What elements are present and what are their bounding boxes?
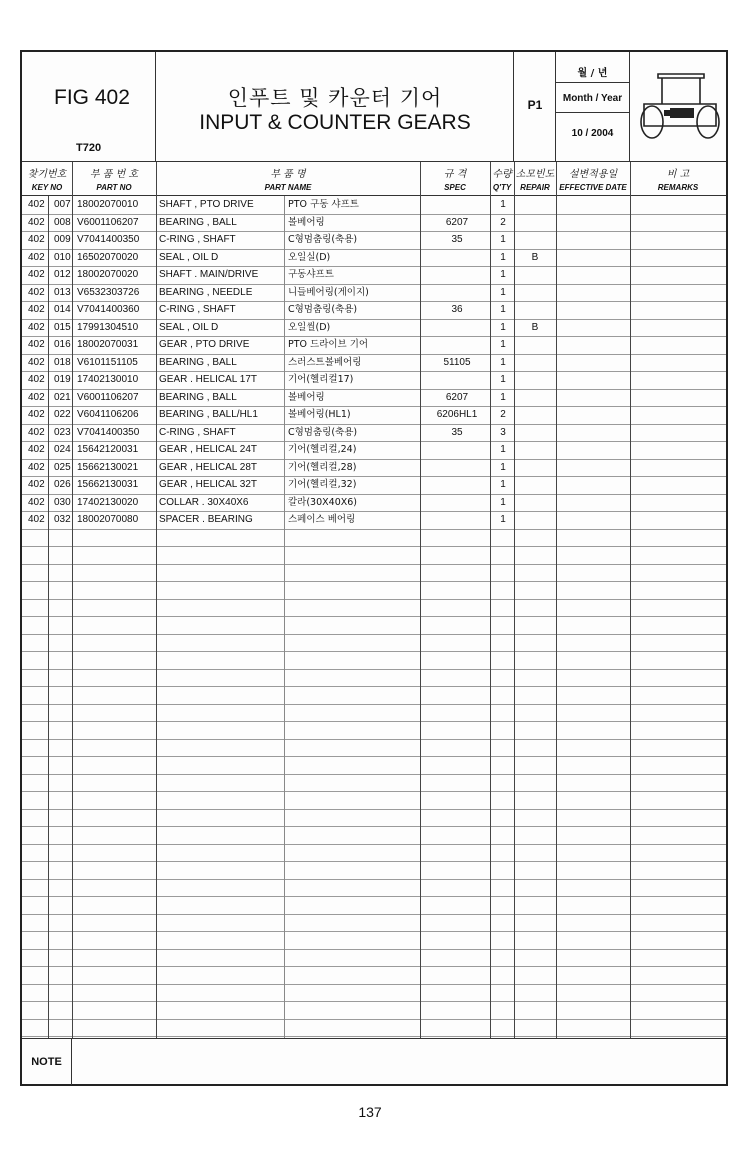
part-name-korean: 볼베어링 [288, 391, 325, 403]
table-row [22, 406, 726, 424]
key-group: 402 [28, 286, 45, 298]
table-row [22, 249, 726, 267]
part-number: V6001106207 [77, 216, 139, 228]
repair-frequency: B [531, 251, 539, 263]
heading-part-no-korean: 부 품 번 호 [89, 169, 139, 180]
page-code: P1 [527, 98, 543, 112]
part-name-korean: C형멈춤링(축용) [288, 426, 358, 438]
row-line [22, 949, 726, 950]
key-group: 402 [28, 426, 45, 438]
part-name-korean: 볼베어링 [288, 216, 325, 228]
part-name: C-RING , SHAFT [159, 234, 236, 245]
quantity: 3 [500, 426, 506, 438]
part-number: 15642120031 [77, 444, 139, 455]
heading-qty-english: Q'TY [492, 183, 512, 192]
key-number: 012 [54, 269, 71, 280]
key-number: 013 [54, 286, 71, 298]
spec-value: 35 [451, 426, 463, 438]
spec-value: 35 [451, 234, 463, 245]
heading-repair-korean: 소모빈도 [515, 169, 555, 180]
row-line [22, 1036, 726, 1037]
table-row [22, 476, 726, 494]
quantity: 1 [500, 304, 506, 315]
part-name-korean: C형멈춤링(축용) [288, 234, 358, 245]
page-number: 137 [358, 1104, 382, 1120]
table-row [22, 459, 726, 477]
table-row [22, 424, 726, 442]
row-line [22, 616, 726, 617]
part-name-korean: 오일실(D) [288, 251, 331, 263]
date-value: 10 / 2004 [571, 128, 614, 139]
part-name: BEARING , BALL [159, 356, 237, 368]
part-number: 17402130010 [77, 374, 139, 385]
key-number: 018 [54, 356, 71, 368]
heading-part-name [156, 162, 420, 196]
heading-key-no-korean: 찾기번호 [27, 169, 67, 180]
column-headings [22, 162, 726, 196]
title-cell [156, 52, 514, 162]
heading-qty [490, 162, 514, 196]
heading-effective-date-korean: 설변적용일 [568, 169, 618, 180]
quantity: 2 [500, 216, 506, 228]
part-name-korean: 기어(헬리컬,28) [288, 461, 357, 473]
key-group: 402 [28, 356, 45, 368]
heading-spec-english: SPEC [444, 183, 466, 192]
row-line [22, 581, 726, 582]
part-name-korean: 스페이스 베어링 [288, 514, 356, 525]
heading-spec [420, 162, 490, 196]
table-row [22, 494, 726, 512]
key-number: 008 [54, 216, 71, 228]
row-line [22, 826, 726, 827]
heading-effective-date-english: EFFECTIVE DATE [559, 183, 627, 192]
heading-repair [514, 162, 556, 196]
part-name: SEAL , OIL D [159, 321, 219, 333]
part-name: SEAL , OIL D [159, 251, 219, 263]
table-row [22, 354, 726, 372]
quantity: 1 [500, 461, 506, 473]
row-line [22, 931, 726, 932]
date-divider [556, 82, 629, 83]
part-name: GEAR , HELICAL 32T [159, 479, 257, 490]
part-name: SHAFT . MAIN/DRIVE [159, 269, 259, 280]
key-number: 015 [54, 321, 71, 333]
key-number: 007 [54, 199, 71, 210]
quantity: 1 [500, 251, 506, 263]
key-group: 402 [28, 199, 45, 210]
key-number: 024 [54, 444, 71, 455]
part-number: V7041400350 [77, 234, 140, 245]
key-number: 014 [54, 304, 71, 315]
row-line [22, 791, 726, 792]
row-line [22, 966, 726, 967]
part-name-korean: 칼라(30X40X6) [288, 496, 358, 508]
part-number: 18002070010 [77, 199, 139, 210]
heading-part-no-english: PART NO [96, 183, 132, 192]
tractor-illustration [630, 52, 726, 162]
part-name-korean: 니들베어링(게이지) [288, 286, 369, 298]
quantity: 1 [500, 269, 506, 280]
row-line [22, 564, 726, 565]
row-line [22, 686, 726, 687]
spec-value: 51105 [443, 356, 471, 368]
part-name-korean: 기어(헬리컬,32) [288, 479, 357, 490]
quantity: 1 [500, 339, 506, 350]
heading-key-no [22, 162, 72, 196]
table-row [22, 441, 726, 459]
quantity: 1 [500, 374, 506, 385]
heading-spec-korean: 규 격 [443, 169, 467, 180]
part-name-korean: PTO 구동 샤프트 [288, 199, 359, 210]
part-name: BEARING , NEEDLE [159, 286, 253, 298]
key-group: 402 [28, 339, 45, 350]
part-number: V6001106207 [77, 391, 139, 403]
quantity: 1 [500, 321, 506, 333]
quantity: 1 [500, 479, 506, 490]
spec-value: 36 [451, 304, 463, 315]
key-group: 402 [28, 269, 45, 280]
heading-key-no-english: KEY NO [31, 183, 63, 192]
part-name: BEARING , BALL/HL1 [159, 409, 258, 420]
key-group: 402 [28, 216, 45, 228]
tractor-icon [638, 68, 720, 144]
row-line [22, 1001, 726, 1002]
page-cell [514, 52, 556, 162]
key-group: 402 [28, 321, 45, 333]
note-section [22, 1038, 726, 1084]
part-name: GEAR . HELICAL 17T [159, 374, 257, 385]
part-number: 15662130031 [77, 479, 139, 490]
table-row [22, 336, 726, 354]
row-line [22, 651, 726, 652]
row-line [22, 984, 726, 985]
key-group: 402 [28, 479, 45, 490]
date-divider [556, 112, 629, 113]
part-number: 15662130021 [77, 461, 139, 473]
date-label: Month / Year [562, 93, 623, 104]
key-number: 009 [54, 234, 71, 245]
key-number: 019 [54, 374, 71, 385]
table-row [22, 389, 726, 407]
quantity: 1 [500, 286, 506, 298]
title-english: INPUT & COUNTER GEARS [199, 111, 471, 134]
part-number: 17402130020 [77, 496, 139, 508]
row-line [22, 704, 726, 705]
row-line [22, 896, 726, 897]
key-number: 023 [54, 426, 71, 438]
part-number: V6532303726 [77, 286, 140, 298]
heading-part-no [72, 162, 156, 196]
table-row [22, 196, 726, 214]
date-label-korean: 월 / 년 [577, 68, 608, 79]
row-line [22, 756, 726, 757]
quantity: 1 [500, 514, 506, 525]
key-group: 402 [28, 514, 45, 525]
part-name-korean: 구동샤프트 [288, 269, 334, 280]
key-number: 032 [54, 514, 71, 525]
quantity: 1 [500, 496, 506, 508]
spec-value: 6207 [445, 216, 469, 228]
part-number: V6101151105 [77, 356, 138, 368]
part-name-korean: 오일씰(D) [288, 321, 331, 333]
row-line [22, 739, 726, 740]
quantity: 2 [500, 409, 506, 420]
row-line [22, 669, 726, 670]
heading-remarks-english: REMARKS [657, 183, 699, 192]
row-line [22, 529, 726, 530]
figure-number: FIG 402 [54, 86, 130, 109]
quantity: 1 [500, 391, 506, 403]
row-line [22, 914, 726, 915]
key-group: 402 [28, 461, 45, 473]
figure-cell [22, 52, 156, 162]
part-name: BEARING , BALL [159, 391, 237, 403]
part-name-korean: C형멈춤링(축용) [288, 304, 358, 315]
part-name: C-RING , SHAFT [159, 304, 236, 315]
table-row [22, 231, 726, 249]
row-line [22, 1019, 726, 1020]
key-number: 026 [54, 479, 71, 490]
part-number: V7041400350 [77, 426, 140, 438]
quantity: 1 [500, 444, 506, 455]
note-label: NOTE [22, 1039, 72, 1085]
heading-part-name-korean: 부 품 명 [270, 169, 306, 180]
table-row [22, 284, 726, 302]
part-name-korean: 스러스트볼베어링 [288, 356, 362, 368]
key-number: 010 [54, 251, 71, 263]
heading-qty-korean: 수량 [492, 169, 512, 180]
heading-effective-date [556, 162, 630, 196]
part-name-korean: 볼베어링(HL1) [288, 409, 351, 420]
key-group: 402 [28, 409, 45, 420]
part-name: SHAFT , PTO DRIVE [159, 199, 254, 210]
part-name: GEAR , PTO DRIVE [159, 339, 250, 350]
quantity: 1 [500, 199, 506, 210]
key-group: 402 [28, 391, 45, 403]
model-number: T720 [76, 142, 102, 154]
part-name: COLLAR . 30X40X6 [159, 496, 249, 508]
row-line [22, 861, 726, 862]
date-cell [556, 52, 630, 162]
table-row [22, 301, 726, 319]
row-line [22, 774, 726, 775]
table-row [22, 511, 726, 529]
row-line [22, 721, 726, 722]
table-row [22, 371, 726, 389]
heading-remarks-korean: 비 고 [666, 169, 690, 180]
part-name-korean: 기어(헬리컬,24) [288, 444, 357, 455]
part-name-korean: PTO 드라이브 기어 [288, 339, 369, 350]
part-number: 16502070020 [77, 251, 139, 263]
heading-part-name-english: PART NAME [264, 183, 312, 192]
spec-value: 6207 [445, 391, 469, 403]
table-row [22, 266, 726, 284]
repair-frequency: B [531, 321, 539, 333]
key-group: 402 [28, 251, 45, 263]
row-line [22, 546, 726, 547]
key-group: 402 [28, 444, 45, 455]
part-number: 17991304510 [77, 321, 139, 333]
key-group: 402 [28, 234, 45, 245]
row-line [22, 634, 726, 635]
table-row [22, 319, 726, 337]
heading-remarks [630, 162, 726, 196]
part-name: GEAR , HELICAL 28T [159, 461, 257, 473]
key-number: 030 [54, 496, 71, 508]
part-number: V7041400360 [77, 304, 140, 315]
row-line [22, 879, 726, 880]
row-line [22, 809, 726, 810]
part-name: BEARING , BALL [159, 216, 237, 228]
sheet-header [22, 52, 726, 162]
key-number: 021 [54, 391, 71, 403]
part-number: 18002070080 [77, 514, 139, 525]
key-group: 402 [28, 496, 45, 508]
key-group: 402 [28, 374, 45, 385]
part-name: SPACER . BEARING [159, 514, 253, 525]
part-name: GEAR , HELICAL 24T [159, 444, 257, 455]
table-row [22, 214, 726, 232]
key-number: 022 [54, 409, 71, 420]
part-name: C-RING , SHAFT [159, 426, 236, 438]
part-number: 18002070020 [77, 269, 139, 280]
quantity: 1 [500, 234, 506, 245]
title-korean: 인푸트 및 카운터 기어 [227, 86, 443, 110]
key-group: 402 [28, 304, 45, 315]
parts-sheet [20, 50, 728, 1086]
part-number: 18002070031 [77, 339, 139, 350]
heading-repair-english: REPAIR [520, 183, 550, 192]
key-number: 016 [54, 339, 71, 350]
row-line [22, 599, 726, 600]
row-line [22, 844, 726, 845]
spec-value: 6206HL1 [436, 409, 478, 420]
key-number: 025 [54, 461, 71, 473]
quantity: 1 [500, 356, 506, 368]
part-number: V6041106206 [77, 409, 139, 420]
part-name-korean: 기어(헬리컬17) [288, 374, 354, 385]
